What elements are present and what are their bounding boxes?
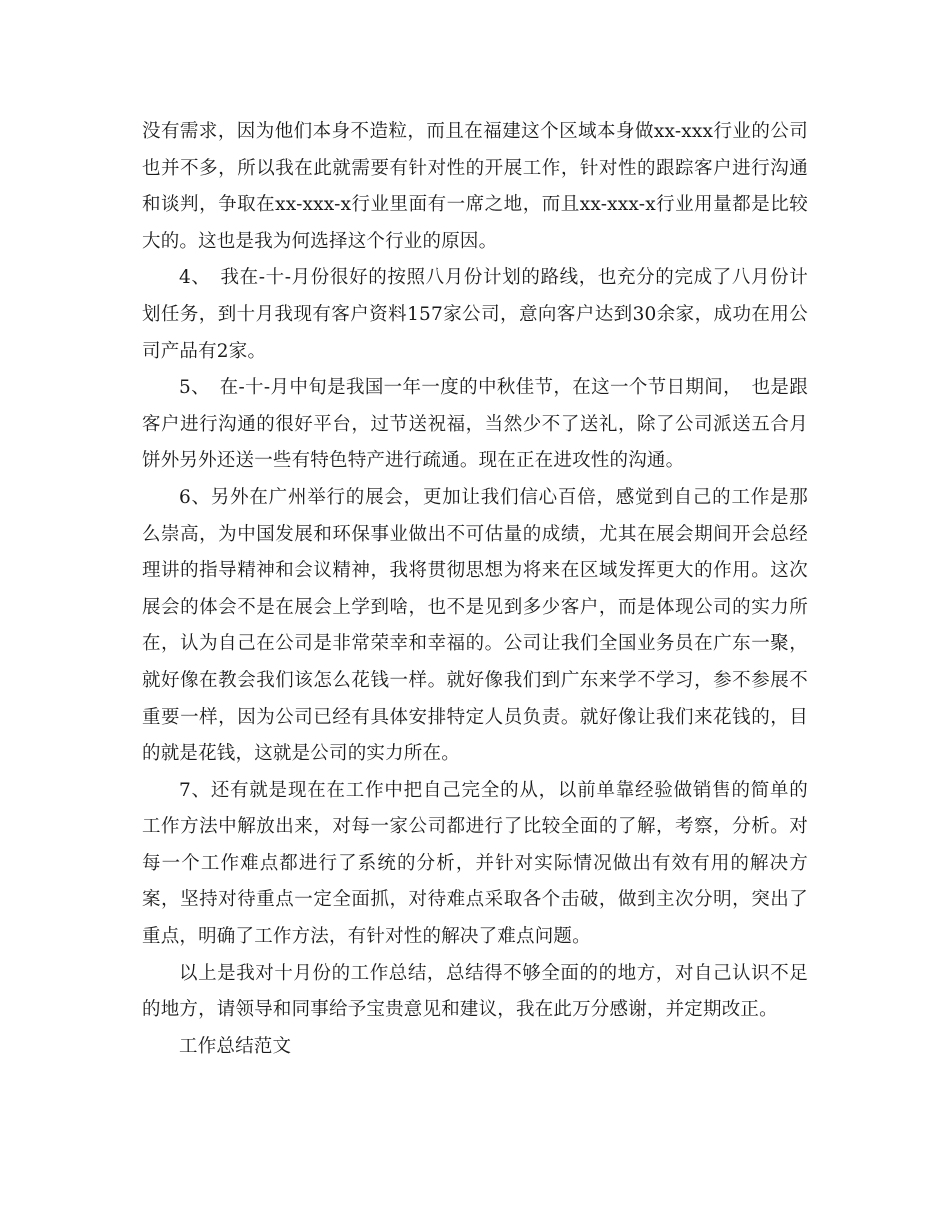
paragraph-continuation: 没有需求，因为他们本身不造粒，而且在福建这个区域本身做xx-xxx行业的公司也并不多，所以我在此就需要有针对性的开展工作，针对性的跟踪客户进行沟通和谈判，争取在xx-xxx-x行业里面有一席之地，而且xx-xxx-x行业用量都是比较大的。这也是我为何选择这个行业的原因。	[142, 121, 808, 252]
paragraph-conclusion: 以上是我对十月份的工作总结，总结得不够全面的的地方，对自己认识不足的地方，请领导和同事给予宝贵意见和建议，我在此万分感谢，并定期改正。	[142, 962, 808, 1021]
paragraph-item-7: 7、还有就是现在在工作中把自己完全的从，以前单靠经验做销售的简单的工作方法中解放出来，对每一家公司都进行了比较全面的了解，考察，分析。对每一个工作难点都进行了系统的分析，并针对实际情况做出有效有用的解决方案，坚持对待重点一定全面抓，对待难点采取各个击破，做到主次分明，突出了重点，明确了工作方法，有针对性的解决了难点问题。	[142, 779, 808, 948]
document-body	[142, 114, 808, 1065]
paragraph-item-6: 6、另外在广州举行的展会，更加让我们信心百倍，感觉到自己的工作是那么崇高，为中国发展和环保事业做出不可估量的成绩，尤其在展会期间开会总经理讲的指导精神和会议精神，我将贯彻思想为将来在区域发挥更大的作用。这次展会的体会不是在展会上学到啥，也不是见到多少客户，而是体现公司的实力所在，认为自己在公司是非常荣幸和幸福的。公司让我们全国业务员在广东一聚，就好像在教会我们该怎么花钱一样。就好像我们到广东来学不学习，参不参展不重要一样，因为公司已经有具体安排特定人员负责。就好像让我们来花钱的，目的就是花钱，这就是公司的实力所在。	[142, 486, 808, 765]
paragraph-item-4: 4、 我在-十-月份很好的按照八月份计划的路线，也充分的完成了八月份计划任务，到十月我现有客户资料157家公司，意向客户达到30余家，成功在用公司产品有2家。	[142, 267, 808, 362]
paragraph-item-5: 5、 在-十-月中旬是我国一年一度的中秋佳节，在这一个节日期间， 也是跟客户进行沟通的很好平台，过节送祝福，当然少不了送礼，除了公司派送五合月饼外另外还送一些有特色特产进行疏通。现在正在进攻性的沟通。	[142, 377, 808, 472]
closing-title: 工作总结范文	[179, 1035, 292, 1057]
